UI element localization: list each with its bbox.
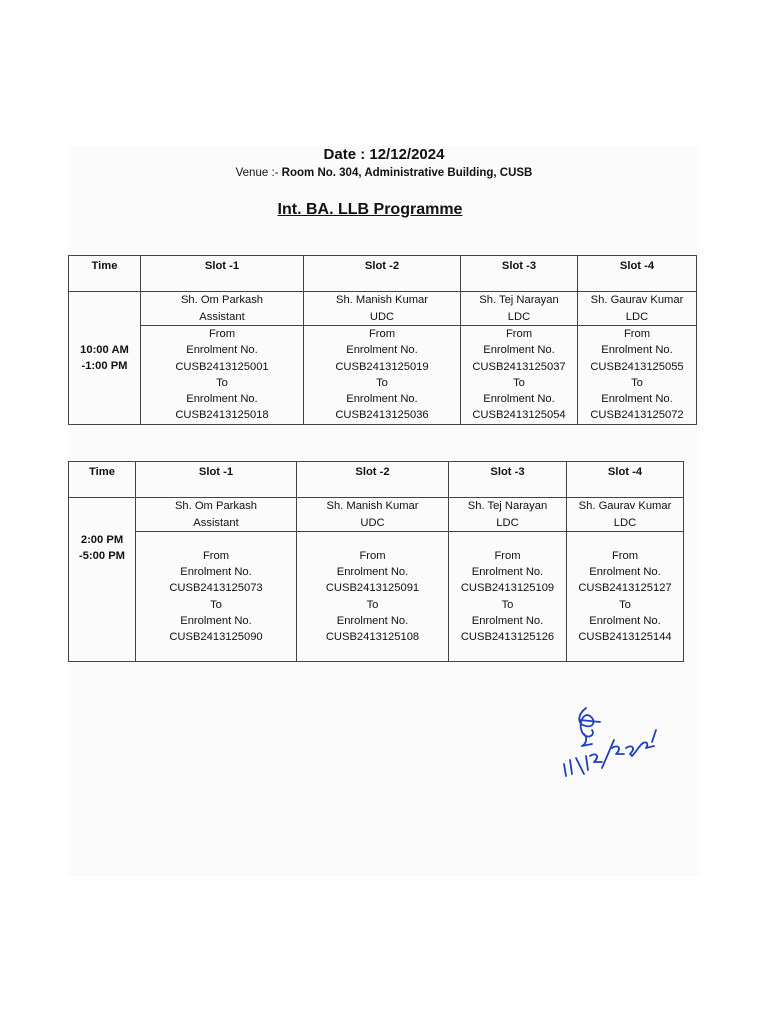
from-label: From xyxy=(359,549,386,562)
from-label: From xyxy=(505,328,533,340)
from-label: From xyxy=(623,328,651,340)
time-end: -1:00 PM xyxy=(81,359,128,372)
from-prefix: Enrolment No. xyxy=(471,565,544,578)
slot-3-range xyxy=(449,532,567,662)
to-prefix: Enrolment No. xyxy=(589,614,661,627)
from-number: CUSB2413125073 xyxy=(169,582,263,595)
slot-3-staff xyxy=(449,498,567,532)
slot-2-range xyxy=(304,326,461,425)
from-number: CUSB2413125109 xyxy=(460,582,555,595)
slot-4-range xyxy=(578,326,697,425)
from-prefix: Enrolment No. xyxy=(336,565,409,578)
venue-value: Room No. 304, Administrative Building, CUSB xyxy=(281,167,533,179)
staff-name: Sh. Om Parkash xyxy=(174,500,258,513)
time-cell xyxy=(69,498,136,662)
from-label: From xyxy=(368,328,396,340)
from-label: From xyxy=(202,549,230,562)
programme-title: Int. BA. LLB Programme xyxy=(277,201,463,218)
to-label: To xyxy=(501,598,514,611)
from-prefix: Enrolment No. xyxy=(601,344,673,357)
staff-name: Sh. Tej Narayan xyxy=(479,294,559,307)
schedule-table-afternoon xyxy=(68,461,684,662)
table-row-names xyxy=(69,292,697,326)
to-label: To xyxy=(210,598,222,611)
col-header-slot-1: Slot -1 xyxy=(141,256,304,292)
col-header-slot-2: Slot -2 xyxy=(297,462,449,498)
staff-designation: LDC xyxy=(507,310,531,323)
to-number: CUSB2413125108 xyxy=(325,631,420,644)
from-label: From xyxy=(494,549,521,562)
to-prefix: Enrolment No. xyxy=(180,614,252,627)
staff-designation: UDC xyxy=(369,310,395,323)
to-number: CUSB2413125144 xyxy=(578,631,672,644)
from-number: CUSB2413125001 xyxy=(175,360,269,373)
to-prefix: Enrolment No. xyxy=(483,393,555,406)
from-label: From xyxy=(208,328,236,340)
table-header-row xyxy=(69,256,697,292)
venue-line xyxy=(0,167,768,179)
staff-name: Sh. Manish Kumar xyxy=(326,500,419,513)
to-label: To xyxy=(631,376,643,389)
document-date: Date : 12/12/2024 xyxy=(323,146,445,163)
handwritten-signature xyxy=(556,700,666,790)
col-header-time: Time xyxy=(69,256,141,292)
slot-3-range xyxy=(461,326,578,425)
slot-2-staff xyxy=(304,292,461,326)
to-prefix: Enrolment No. xyxy=(186,393,258,406)
slot-4-staff xyxy=(567,498,684,532)
from-number: CUSB2413125091 xyxy=(325,582,420,595)
slot-3-staff xyxy=(461,292,578,326)
time-start: 2:00 PM xyxy=(80,534,124,546)
time-cell xyxy=(69,292,141,425)
col-header-slot-1: Slot -1 xyxy=(136,462,297,498)
staff-name: Sh. Gaurav Kumar xyxy=(578,500,672,513)
from-prefix: Enrolment No. xyxy=(180,565,252,578)
to-label: To xyxy=(216,376,228,389)
staff-designation: UDC xyxy=(360,516,385,529)
time-start: 10:00 AM xyxy=(80,343,129,356)
to-prefix: Enrolment No. xyxy=(601,393,673,406)
staff-designation: LDC xyxy=(625,310,649,323)
staff-name: Sh. Om Parkash xyxy=(180,294,264,307)
table-row-ranges xyxy=(69,326,697,425)
col-header-slot-4: Slot -4 xyxy=(578,256,697,292)
table-row-ranges xyxy=(69,532,684,662)
from-prefix: Enrolment No. xyxy=(346,344,418,357)
to-number: CUSB2413125072 xyxy=(590,409,684,422)
to-number: CUSB2413125126 xyxy=(460,631,555,644)
schedule-table-morning xyxy=(68,255,697,425)
to-prefix: Enrolment No. xyxy=(471,614,544,627)
from-prefix: Enrolment No. xyxy=(483,344,555,357)
col-header-slot-3: Slot -3 xyxy=(461,256,578,292)
to-number: CUSB2413125054 xyxy=(472,409,566,422)
slot-4-range xyxy=(567,532,684,662)
slot-1-range xyxy=(141,326,304,425)
staff-designation: Assistant xyxy=(193,516,239,529)
to-prefix: Enrolment No. xyxy=(346,393,418,406)
staff-designation: Assistant xyxy=(199,310,245,323)
table-header-row xyxy=(69,462,684,498)
from-label: From xyxy=(611,549,639,562)
from-prefix: Enrolment No. xyxy=(186,344,258,357)
to-label: To xyxy=(366,598,379,611)
staff-designation: LDC xyxy=(496,516,519,529)
col-header-time: Time xyxy=(69,462,136,498)
table-row-names xyxy=(69,498,684,532)
to-number: CUSB2413125018 xyxy=(175,409,269,422)
to-label: To xyxy=(513,376,525,389)
from-number: CUSB2413125055 xyxy=(590,360,684,373)
staff-name: Sh. Gaurav Kumar xyxy=(590,294,684,307)
time-end: -5:00 PM xyxy=(78,550,125,563)
col-header-slot-2: Slot -2 xyxy=(304,256,461,292)
from-prefix: Enrolment No. xyxy=(589,565,661,578)
to-number: CUSB2413125036 xyxy=(335,409,429,422)
to-label: To xyxy=(619,598,631,611)
to-label: To xyxy=(376,376,388,389)
slot-2-staff xyxy=(297,498,449,532)
from-number: CUSB2413125037 xyxy=(472,360,566,373)
col-header-slot-3: Slot -3 xyxy=(449,462,567,498)
to-prefix: Enrolment No. xyxy=(336,614,409,627)
slot-1-range xyxy=(136,532,297,662)
staff-designation: LDC xyxy=(613,516,637,529)
slot-1-staff xyxy=(136,498,297,532)
slot-1-staff xyxy=(141,292,304,326)
to-number: CUSB2413125090 xyxy=(169,631,263,644)
slot-2-range xyxy=(297,532,449,662)
col-header-slot-4: Slot -4 xyxy=(567,462,684,498)
staff-name: Sh. Tej Narayan xyxy=(467,500,548,513)
from-number: CUSB2413125019 xyxy=(335,360,429,373)
staff-name: Sh. Manish Kumar xyxy=(335,294,429,307)
from-number: CUSB2413125127 xyxy=(578,582,672,595)
venue-prefix: Venue :- xyxy=(235,167,282,179)
slot-4-staff xyxy=(578,292,697,326)
